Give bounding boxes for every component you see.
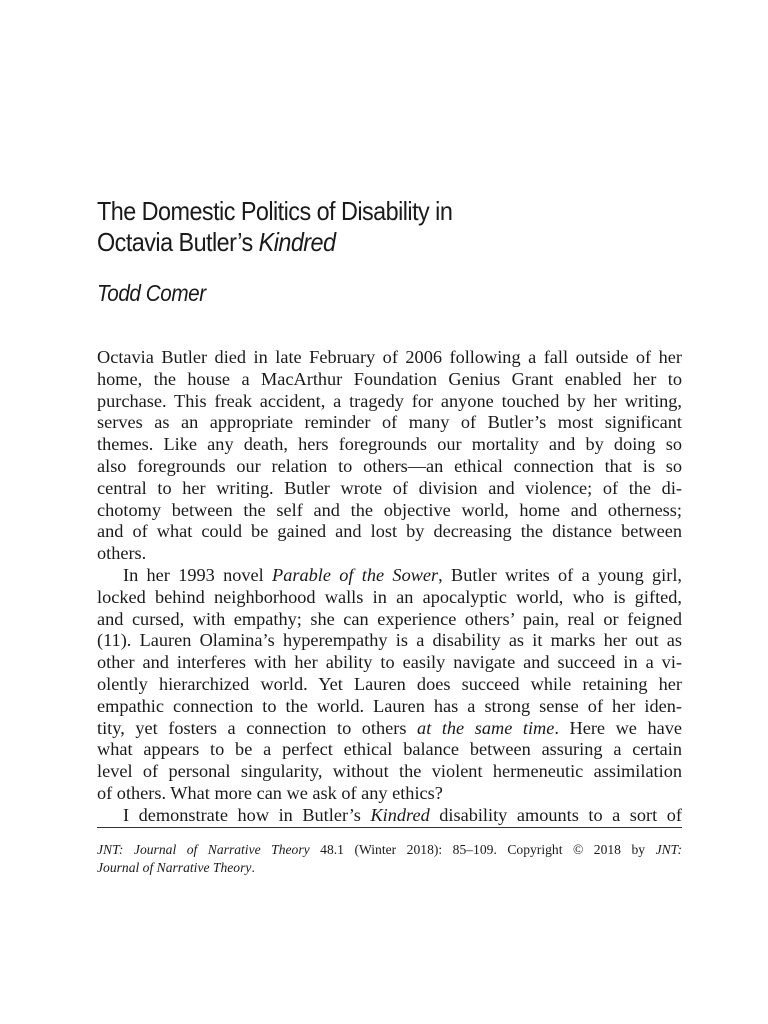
citation-footnote xyxy=(97,841,682,876)
body-line: home, the house a MacArthur Foundation Genius Grant enabled her to xyxy=(97,368,682,389)
title-line-1: The Domestic Politics of Disability in xyxy=(97,196,453,226)
citation-details: 48.1 (Winter 2018): 85–109. Copyright © 2018 by xyxy=(309,842,656,857)
article-title xyxy=(97,196,601,258)
author-name: Todd Comer xyxy=(97,280,206,306)
body-line: serves as an appropriate reminder of many of Butler’s most significant xyxy=(97,412,682,433)
body-line: (11). Lauren Olamina’s hyperempathy is a disability as it marks her out as xyxy=(97,630,682,651)
body-line: olently hierarchized world. Yet Lauren does succeed while retaining her xyxy=(97,673,682,694)
body-line: also foregrounds our relation to others—an ethical connection that is so xyxy=(97,455,682,476)
journal-name: JNT: Journal of Narrative Theory xyxy=(97,842,310,857)
footnote-line xyxy=(97,841,682,859)
emphasis-text: at the same time xyxy=(417,717,555,738)
text-run: disability amounts to a sort of xyxy=(429,804,683,825)
body-line: what appears to be a perfect ethical balance between assuring a certain xyxy=(97,739,682,760)
body-line: purchase. This freak accident, a tragedy for anyone touched by her writing, xyxy=(97,390,682,411)
body-line: level of personal singularity, without the violent hermeneutic assimilation xyxy=(97,761,682,782)
title-line-2 xyxy=(97,227,601,258)
article-body xyxy=(97,347,682,827)
footnote-line xyxy=(97,859,682,877)
text-run: , Butler writes of a young girl, xyxy=(438,564,682,585)
book-title-parable: Parable of the Sower xyxy=(272,564,439,585)
body-line xyxy=(97,805,682,827)
text-run: In her 1993 novel xyxy=(123,564,273,585)
body-line xyxy=(97,718,682,740)
book-title-kindred: Kindred xyxy=(370,804,430,825)
body-line: themes. Like any death, hers foregrounds our mortality and by doing so xyxy=(97,434,682,455)
copyright-holder: JNT: xyxy=(655,842,683,857)
body-line: locked behind neighborhood walls in an apocalyptic world, who is gifted, xyxy=(97,586,682,607)
body-line: Octavia Butler died in late February of 2006 following a fall outside of her xyxy=(97,347,682,367)
title-line-2-prefix: Octavia Butler’s xyxy=(97,227,259,257)
body-line: and cursed, with empathy; she can experience others’ pain, real or feigned xyxy=(97,608,682,629)
title-book-name: Kindred xyxy=(258,227,336,257)
body-line: and of what could be gained and lost by decreasing the distance between xyxy=(97,521,682,542)
text-run: . Here we have xyxy=(554,717,682,738)
copyright-holder-continued: Journal of Narrative Theory xyxy=(97,859,252,875)
footnote-period: . xyxy=(251,859,255,875)
footnote-divider xyxy=(97,827,682,828)
body-line: of others. What more can we ask of any ethics? xyxy=(97,782,443,803)
body-line xyxy=(97,565,682,587)
body-line: chotomy between the self and the objective world, home and otherness; xyxy=(97,499,682,520)
body-line: others. xyxy=(97,543,147,564)
body-line: central to her writing. Butler wrote of division and violence; of the di- xyxy=(97,477,682,498)
body-line: empathic connection to the world. Lauren has a strong sense of her iden- xyxy=(97,695,682,716)
text-run: I demonstrate how in Butler’s xyxy=(123,804,371,825)
text-run: tity, yet fosters a connection to others xyxy=(97,717,418,738)
body-line: other and interferes with her ability to easily navigate and succeed in a vi- xyxy=(97,652,682,673)
